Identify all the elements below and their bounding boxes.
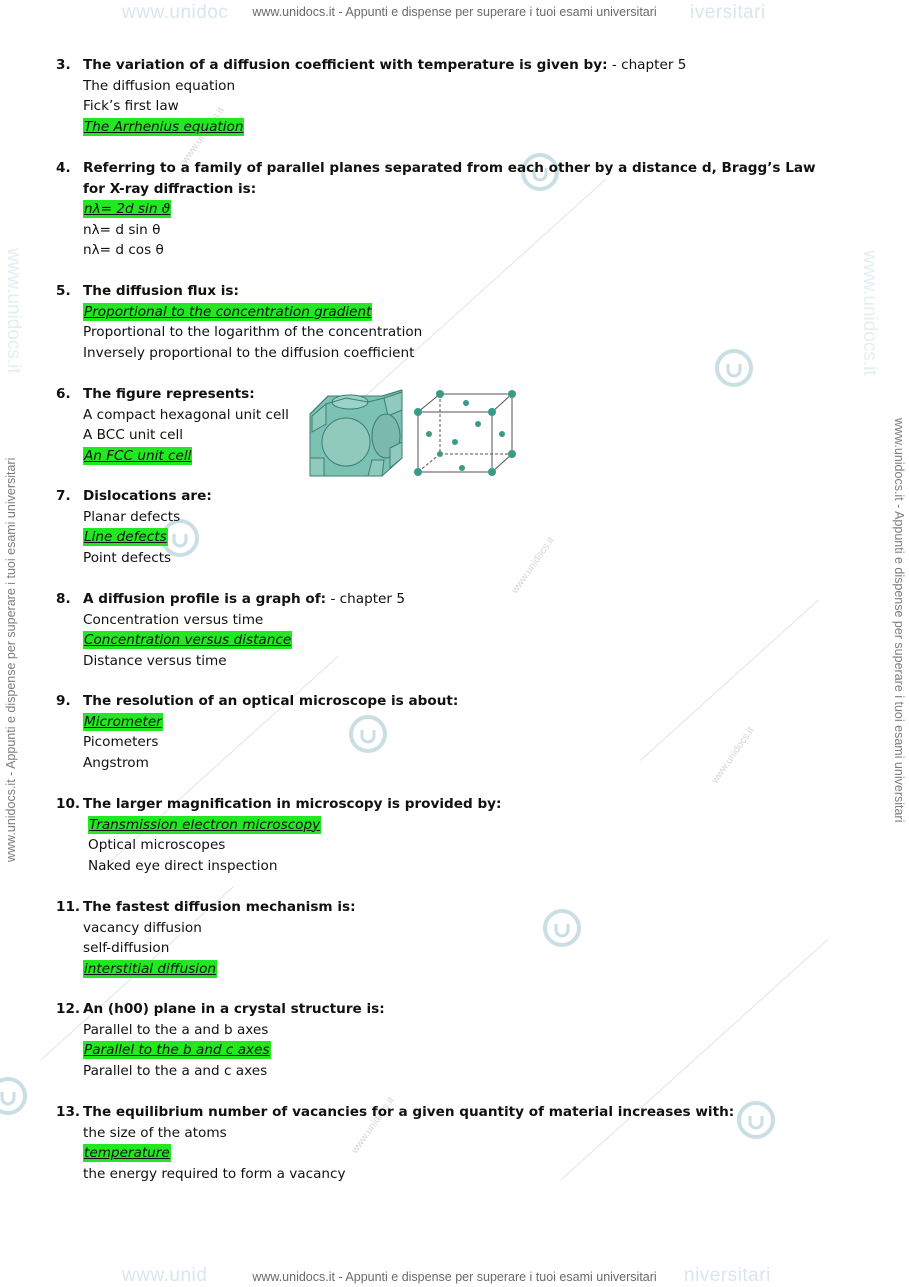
question-5 [56, 281, 823, 363]
answer-option: Angstrom [83, 754, 149, 771]
correct-answer-option: Line defects [84, 529, 167, 546]
question-number: 3. [56, 57, 71, 73]
question-stem: The diffusion flux is: [83, 283, 239, 299]
question-stem: The figure represents: [83, 386, 255, 402]
question-stem: Referring to a family of parallel planes separated from each other by a distance d, Bragg’s Law for X-ray diffraction is: [83, 160, 816, 197]
question-number: 12. [56, 1001, 81, 1017]
question-11 [56, 897, 823, 979]
fcc-unit-cell-figure [306, 388, 522, 484]
answer-option: self-diffusion [83, 940, 170, 957]
correct-answer-option: interstitial diffusion [84, 960, 217, 977]
question-stem: The larger magnification in microscopy is provided by: [83, 796, 502, 812]
answer-option: The diffusion equation [83, 77, 236, 94]
question-number: 13. [56, 1104, 81, 1120]
footer-watermark: www.unidocs.it - Appunti e dispense per superare i tuoi esami universitari [252, 1270, 657, 1284]
question-8 [56, 589, 823, 671]
answer-option: nλ= d sin θ [83, 221, 161, 238]
correct-answer-option: Transmission electron microscopy [89, 816, 321, 833]
hard-sphere-model [310, 390, 402, 476]
question-number: 11. [56, 899, 81, 915]
question-stem: An (h00) plane in a crystal structure is: [83, 1001, 385, 1017]
question-note: - chapter 5 [326, 591, 405, 607]
right-side-watermark: www.unidocs.it - Appunti e dispense per superare i tuoi esami universitari [892, 418, 906, 823]
correct-answer-option: temperature [84, 1145, 170, 1162]
answer-option: Parallel to the a and c axes [83, 1062, 268, 1079]
unidocs-logo-icon [0, 1074, 30, 1118]
correct-answer-option: Proportional to the concentration gradient [84, 303, 372, 320]
question-number: 8. [56, 591, 71, 607]
correct-answer-option: Micrometer [84, 713, 162, 730]
answer-option: vacancy diffusion [83, 919, 202, 936]
answer-option: nλ= d cos θ [83, 242, 164, 259]
question-6 [56, 384, 303, 466]
question-10 [56, 794, 823, 876]
question-stem: The equilibrium number of vacancies for a given quantity of material increases with: [83, 1104, 735, 1120]
question-number: 6. [56, 386, 71, 402]
answer-option: Point defects [83, 549, 172, 566]
question-3 [56, 55, 823, 137]
answer-option: Naked eye direct inspection [88, 857, 278, 874]
header-watermark: www.unidocs.it - Appunti e dispense per superare i tuoi esami universitari [252, 5, 657, 19]
question-stem: The fastest diffusion mechanism is: [83, 899, 356, 915]
question-note: - chapter 5 [607, 57, 687, 73]
answer-option: Picometers [83, 734, 159, 751]
watermark-diagonal-text: www.unidocs.it [349, 1095, 397, 1156]
question-stem: The resolution of an optical microscope is about: [83, 693, 459, 709]
correct-answer-option: Concentration versus distance [84, 632, 292, 649]
answer-option: the energy required to form a vacancy [83, 1165, 346, 1182]
question-number: 5. [56, 283, 71, 299]
answer-option: Fick’s first law [83, 98, 179, 115]
answer-option: Distance versus time [83, 652, 227, 669]
watermark-diagonal-text: www.unidocs.it [509, 535, 557, 596]
answer-option: A BCC unit cell [83, 427, 184, 444]
question-number: 9. [56, 693, 71, 709]
answer-option: Planar defects [83, 508, 181, 525]
correct-answer-option: The Arrhenius equation [84, 118, 244, 135]
question-number: 10. [56, 796, 81, 812]
answer-option: Inversely proportional to the diffusion coefficient [83, 344, 415, 361]
question-number: 4. [56, 160, 71, 176]
question-13 [56, 1102, 823, 1184]
answer-option: Proportional to the logarithm of the concentration [83, 324, 423, 341]
question-stem: Dislocations are: [83, 488, 212, 504]
answer-option: Concentration versus time [83, 611, 264, 628]
question-9 [56, 691, 823, 773]
right-side-watermark-faded: www.unidocs.it [859, 250, 880, 376]
correct-answer-option: An FCC unit cell [84, 447, 192, 464]
question-number: 7. [56, 488, 71, 504]
left-side-watermark-faded: www.unidocs.it [3, 248, 24, 374]
watermark-diagonal-text: www.unidocs.it [709, 725, 757, 786]
answer-option: A compact hexagonal unit cell [83, 406, 289, 423]
answer-option: Optical microscopes [88, 837, 226, 854]
question-4 [56, 158, 823, 261]
correct-answer-option: nλ= 2d sin ϑ [84, 201, 171, 218]
question-stem: The variation of a diffusion coefficient with temperature is given by: - chapter 5 [83, 57, 687, 73]
question-7 [56, 486, 823, 568]
answer-option: Parallel to the a and b axes [83, 1021, 269, 1038]
question-12 [56, 999, 823, 1081]
left-side-watermark: www.unidocs.it - Appunti e dispense per superare i tuoi esami universitari [4, 457, 18, 862]
question-stem: A diffusion profile is a graph of: - chapter 5 [83, 591, 405, 607]
answer-option: the size of the atoms [83, 1124, 227, 1141]
correct-answer-option: Parallel to the b and c axes [84, 1042, 270, 1059]
